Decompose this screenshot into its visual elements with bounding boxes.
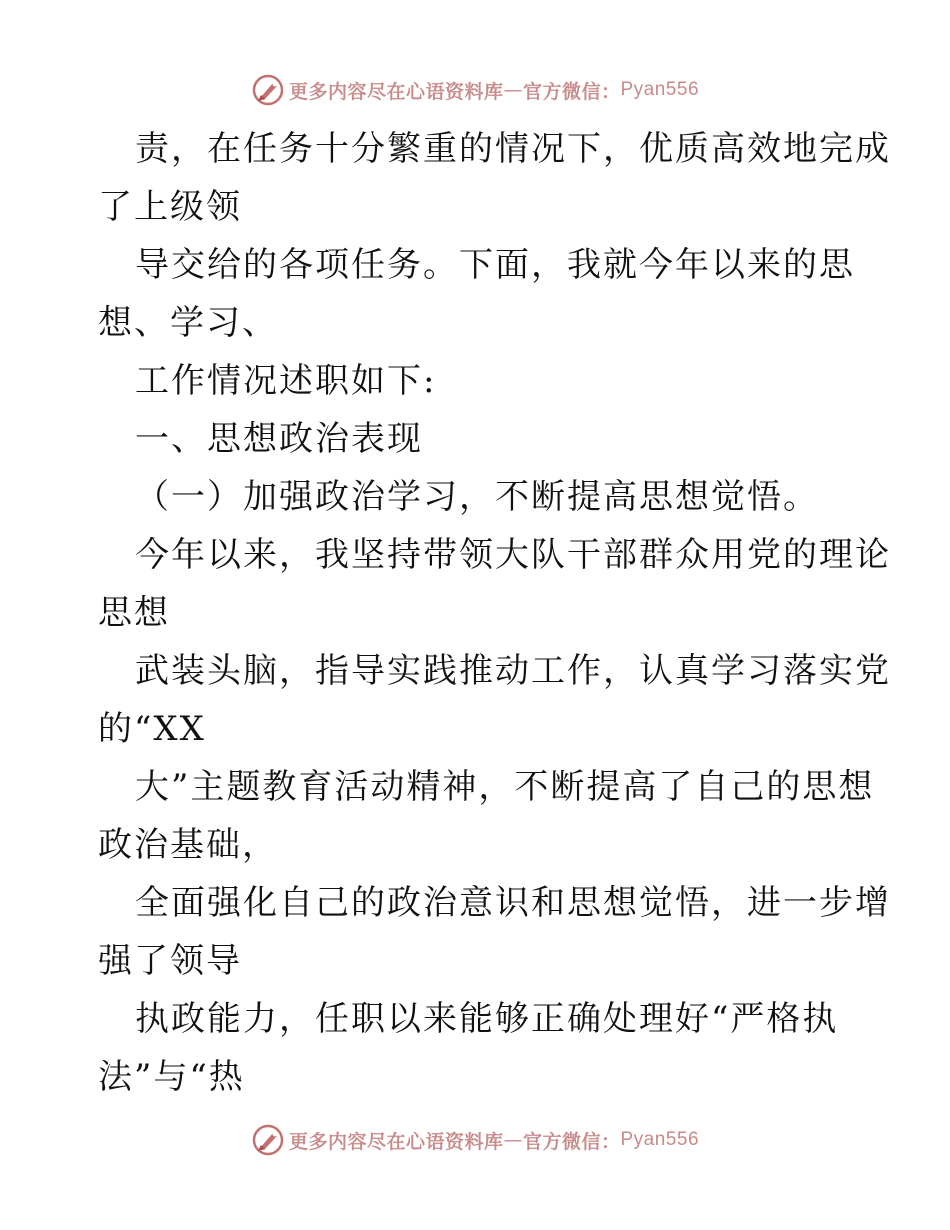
watermark-text: 更多内容尽在心语资料库 [288, 80, 504, 103]
watermark-wechat-id: Pyan556 [620, 1129, 700, 1150]
document-body [98, 120, 891, 1106]
text-line: 执政能力，任职以来能够正确处理好“严格执 [135, 999, 839, 1039]
text-line: 全面强化自己的政治意识和思想觉悟，进一步增 [135, 883, 891, 923]
subsection-heading: （一）加强政治学习，不断提高思想觉悟。 [135, 477, 819, 517]
text-line: 导交给的各项任务。下面，我就今年以来的思 [135, 245, 855, 285]
pen-logo-icon [251, 73, 285, 107]
text-line: 法”与“热 [98, 1057, 245, 1097]
watermark-separator: — [503, 1129, 523, 1151]
footer-watermark [0, 1120, 950, 1160]
pen-logo-icon [251, 1123, 285, 1157]
text-line: 强了领导 [98, 941, 242, 981]
watermark-wechat-id: Pyan556 [620, 79, 700, 100]
text-line: 工作情况述职如下: [135, 361, 437, 401]
watermark-text: 更多内容尽在心语资料库 [288, 1130, 504, 1153]
text-line: 了上级领 [98, 187, 242, 227]
text-line: 思想 [98, 593, 170, 633]
watermark-label: 官方微信： [522, 1130, 621, 1153]
header-watermark [0, 70, 950, 110]
text-line: 政治基础， [98, 825, 278, 865]
text-line: 今年以来，我坚持带领大队干部群众用党的理论 [135, 535, 891, 575]
text-line: 武装头脑，指导实践推动工作，认真学习落实党 [135, 651, 891, 691]
watermark-separator: — [503, 79, 523, 101]
watermark-label: 官方微信： [522, 80, 621, 103]
text-line: 大”主题教育活动精神，不断提高了自己的思想 [135, 767, 875, 807]
text-line: 的“XX [98, 709, 206, 749]
text-line: 责，在任务十分繁重的情况下，优质高效地完成 [135, 129, 891, 169]
section-heading: 一、思想政治表现 [135, 419, 423, 459]
text-line: 想、学习、 [98, 303, 278, 343]
